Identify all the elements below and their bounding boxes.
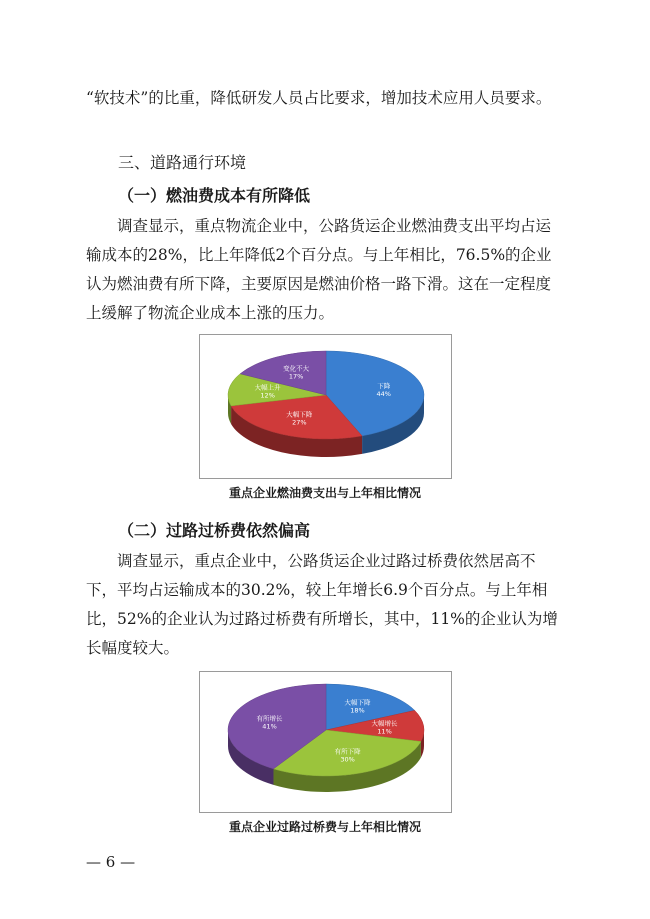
caption-fuel: 重点企业燃油费支出与上年相比情况 bbox=[228, 486, 421, 500]
paragraph-fuel: 调查显示，重点物流企业中，公路货运企业燃油费支出平均占运输成本的28%，比上年降低2个百分点。与上年相比，76.5%的企业认为燃油费有所下降，主要原因是燃油价格一路下滑。这在一定程度上缓解了物流企业成本上涨的压力。 bbox=[86, 217, 552, 322]
pie-label-2: 有所下降 bbox=[334, 747, 361, 756]
pie-value-1: 11% bbox=[377, 727, 392, 736]
pie-label-1: 大幅增长 bbox=[371, 719, 398, 728]
subsection-heading-fuel: （一）燃油费成本有所降低 bbox=[118, 186, 311, 205]
chart-toll-frame bbox=[199, 671, 452, 813]
pie-label-3: 变化不大 bbox=[283, 364, 310, 373]
pie-value-3: 17% bbox=[288, 372, 304, 381]
pie-value-1: 27% bbox=[292, 418, 307, 427]
pie-label-0: 下降 bbox=[377, 382, 391, 391]
pie-value-2: 30% bbox=[340, 755, 355, 764]
pie-value-2: 12% bbox=[260, 391, 275, 400]
caption-toll: 重点企业过路过桥费与上年相比情况 bbox=[228, 820, 421, 834]
pie-value-0: 44% bbox=[376, 390, 391, 399]
pie-label-2: 大幅上升 bbox=[254, 383, 281, 392]
pie-label-0: 大幅下降 bbox=[344, 698, 371, 707]
pie-label-1: 大幅下降 bbox=[286, 410, 313, 419]
pie-label-3: 有所增长 bbox=[256, 714, 283, 723]
pie-value-0: 18% bbox=[350, 706, 365, 715]
paragraph-toll: 调查显示，重点企业中，公路货运企业过路过桥费依然居高不下，平均占运输成本的30.2%，较上年增长6.9个百分点。与上年相比，52%的企业认为过路过桥费有所增长，其中，11%的企业认为增长幅度较大。 bbox=[86, 552, 558, 657]
pie-value-3: 41% bbox=[262, 722, 277, 731]
chart-fuel-frame bbox=[199, 334, 452, 479]
chart-toll bbox=[200, 672, 451, 812]
subsection-heading-toll: （二）过路过桥费依然偏高 bbox=[118, 521, 311, 540]
paragraph-continuation: “软技术”的比重，降低研发人员占比要求，增加技术应用人员要求。 bbox=[86, 89, 552, 107]
section-heading: 三、道路通行环境 bbox=[118, 153, 247, 172]
chart-fuel bbox=[200, 335, 451, 478]
page-number: — 6 — bbox=[86, 853, 136, 871]
